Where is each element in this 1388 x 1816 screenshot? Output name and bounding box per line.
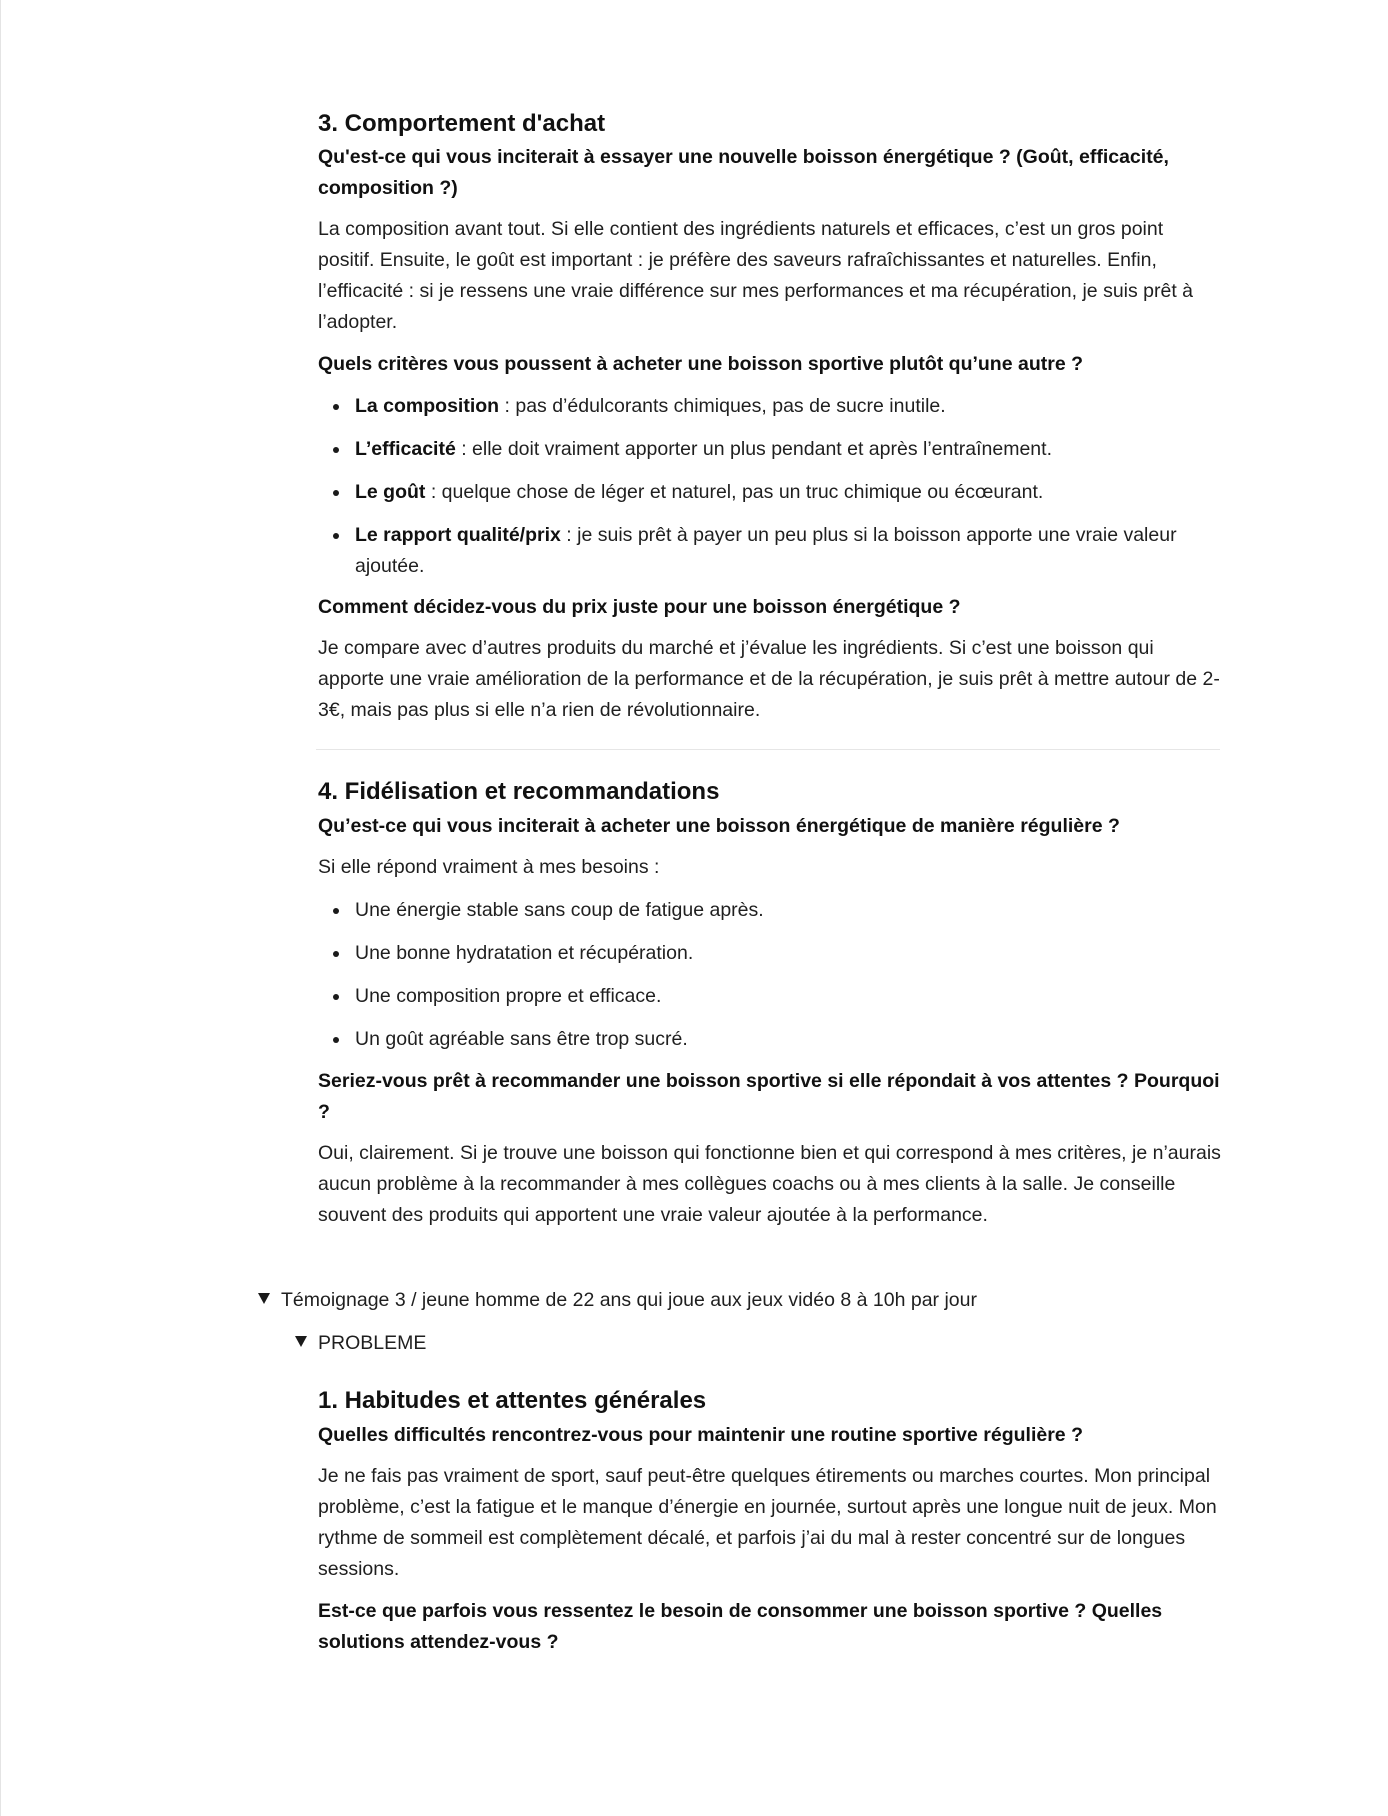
toggle-triangle-icon[interactable] (295, 1336, 307, 1347)
list-item (355, 434, 1222, 465)
section-divider (316, 749, 1220, 750)
criteria-term: Le rapport qualité/prix (355, 524, 561, 546)
section-4-title: 4. Fidélisation et recommandations (318, 778, 720, 805)
probleme-toggle[interactable] (295, 1328, 426, 1359)
section-3-question-2: Quels critères vous poussent à acheter une boisson sportive plutôt qu’une autre ? (318, 353, 1083, 375)
section-3-answer-1: La composition avant tout. Si elle contient des ingrédients naturels et efficaces, c’est un gros point positif. Ensuite, le goût est important : je préfère des saveurs rafraîchissantes et naturelles. Enfin, l’efficacité : si je ressens une vraie différence sur mes performances et ma récupération, je suis prêt à l’adopter. (318, 218, 1194, 333)
list-item: Une bonne hydratation et récupération. (355, 938, 1222, 969)
testimony-3-section-1 (318, 1385, 1222, 1658)
needs-list (318, 895, 1222, 1055)
testimony-3-question-2: Est-ce que parfois vous ressentez le besoin de consommer une boisson sportive ? Quelles solutions attendez-vous ? (318, 1600, 1163, 1653)
probleme-toggle-label: PROBLEME (318, 1332, 427, 1354)
criteria-text: : pas d’édulcorants chimiques, pas de sucre inutile. (499, 395, 946, 417)
testimony-3-answer-1: Je ne fais pas vraiment de sport, sauf peut-être quelques étirements ou marches courtes. Mon principal problème, c’est la fatigue et le manque d’énergie en journée, surtout après une longue nuit de jeux. Mon rythme de sommeil est complètement décalé, et parfois j’ai du mal à rester concentré sur de longues sessions. (318, 1465, 1217, 1580)
criteria-text: : quelque chose de léger et naturel, pas un truc chimique ou écœurant. (425, 481, 1044, 503)
testimony-3-toggle-label: Témoignage 3 / jeune homme de 22 ans qui joue aux jeux vidéo 8 à 10h par jour (281, 1289, 977, 1311)
section-3-question-1: Qu'est-ce qui vous inciterait à essayer une nouvelle boisson énergétique ? (Goût, efficacité, composition ?) (318, 146, 1169, 199)
criteria-term: Le goût (355, 481, 426, 503)
criteria-text: : elle doit vraiment apporter un plus pendant et après l’entraînement. (455, 438, 1052, 460)
list-item (355, 477, 1222, 508)
section-3-answer-3: Je compare avec d’autres produits du marché et j’évalue les ingrédients. Si c’est une boisson qui apporte une vraie amélioration de la performance et de la récupération, je suis prêt à mettre autour de 2-3€, mais pas plus si elle n’a rien de révolutionnaire. (318, 637, 1220, 721)
list-item (355, 520, 1222, 582)
page-left-border (0, 0, 1, 1816)
testimony-3-toggle[interactable] (258, 1285, 977, 1316)
list-item (355, 391, 1222, 422)
list-item: Une énergie stable sans coup de fatigue après. (355, 895, 1222, 926)
criteria-term: L’efficacité (355, 438, 456, 460)
section-3 (318, 108, 1222, 726)
section-4-question-1: Qu’est-ce qui vous inciterait à acheter une boisson énergétique de manière régulière ? (318, 815, 1120, 837)
section-4 (318, 776, 1222, 1231)
criteria-term: La composition (355, 395, 500, 417)
list-item: Un goût agréable sans être trop sucré. (355, 1024, 1222, 1055)
testimony-3-section-1-title: 1. Habitudes et attentes générales (318, 1387, 707, 1414)
section-3-title: 3. Comportement d'achat (318, 110, 606, 137)
section-4-question-2: Seriez-vous prêt à recommander une boisson sportive si elle répondait à vos attentes ? Pourquoi ? (318, 1070, 1220, 1123)
criteria-text: : je suis prêt à payer un peu plus si la boisson apporte une vraie valeur ajoutée. (355, 524, 1177, 577)
list-item: Une composition propre et efficace. (355, 981, 1222, 1012)
criteria-list (318, 391, 1222, 582)
toggle-triangle-icon[interactable] (258, 1293, 270, 1304)
testimony-3-question-1: Quelles difficultés rencontrez-vous pour maintenir une routine sportive régulière ? (318, 1424, 1083, 1446)
section-4-answer-2: Oui, clairement. Si je trouve une boisson qui fonctionne bien et qui correspond à mes critères, je n’aurais aucun problème à la recommander à mes collègues coachs ou à mes clients à la salle. Je conseille souvent des produits qui apportent une vraie valeur ajoutée à la performance. (318, 1142, 1221, 1226)
section-4-answer-intro: Si elle répond vraiment à mes besoins : (318, 856, 660, 878)
section-3-question-3: Comment décidez-vous du prix juste pour une boisson énergétique ? (318, 596, 961, 618)
